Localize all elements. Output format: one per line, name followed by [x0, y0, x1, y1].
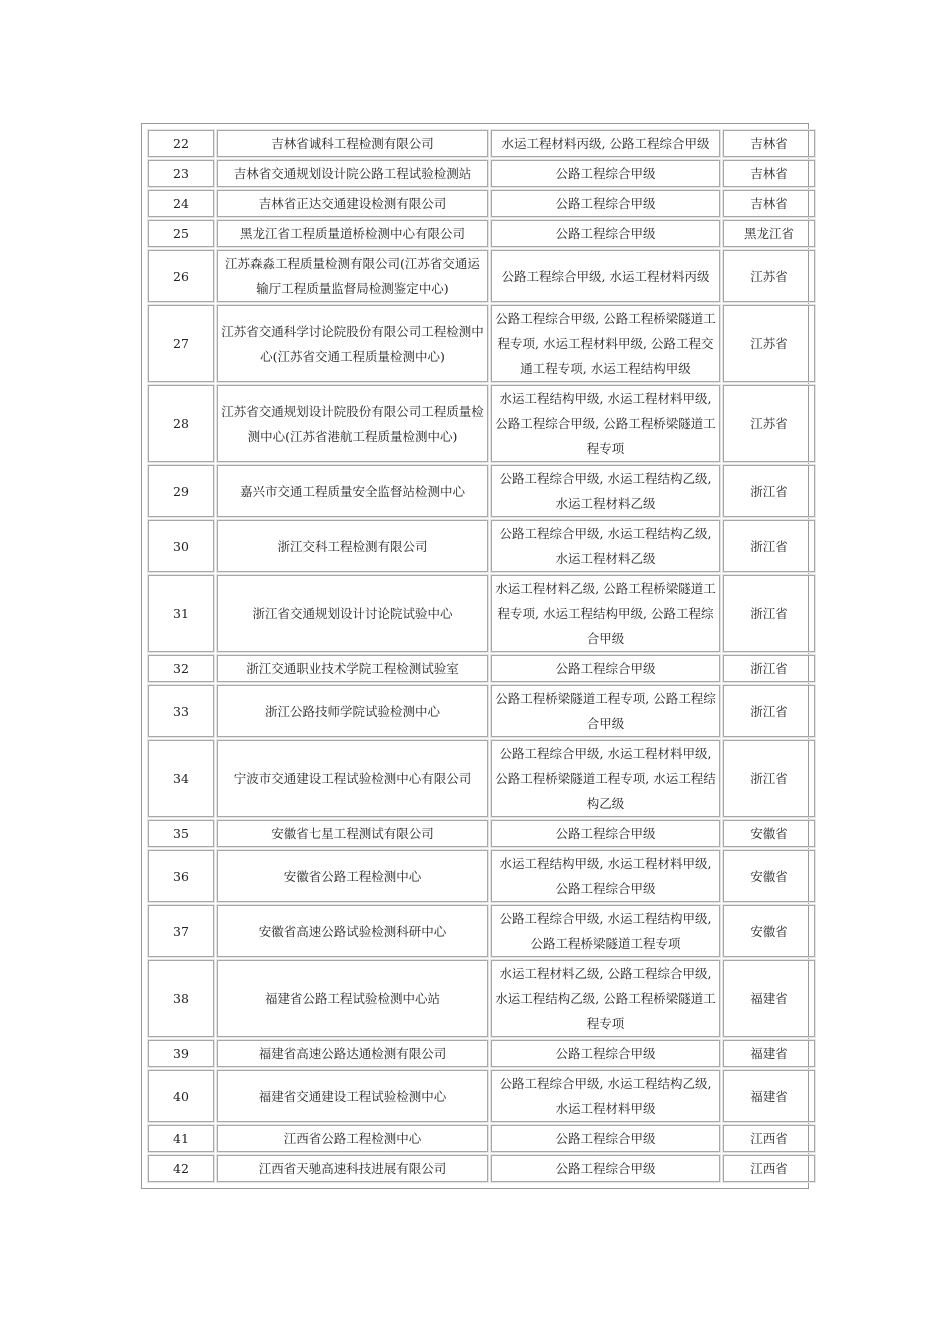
row-number-cell: 28 [148, 385, 214, 462]
institution-name-cell: 浙江交科工程检测有限公司 [217, 520, 488, 572]
table-row [148, 905, 815, 957]
row-number-cell: 34 [148, 740, 214, 817]
institution-name-cell: 浙江公路技师学院试验检测中心 [217, 685, 488, 737]
row-number-cell: 39 [148, 1040, 214, 1067]
row-number-cell: 25 [148, 220, 214, 247]
qualification-cell: 公路工程综合甲级 [491, 1040, 720, 1067]
row-number-cell: 31 [148, 575, 214, 652]
table-row [148, 1070, 815, 1122]
qualification-cell: 公路工程桥梁隧道工程专项, 公路工程综合甲级 [491, 685, 720, 737]
table-row [148, 575, 815, 652]
province-cell: 浙江省 [723, 685, 815, 737]
qualification-cell: 公路工程综合甲级 [491, 655, 720, 682]
province-cell: 浙江省 [723, 655, 815, 682]
institution-name-cell: 江西省天驰高速科技进展有限公司 [217, 1155, 488, 1182]
qualification-cell: 公路工程综合甲级, 公路工程桥梁隧道工程专项, 水运工程材料甲级, 公路工程交通工程专项, 水运工程结构甲级 [491, 305, 720, 382]
qualification-cell: 公路工程综合甲级, 水运工程材料甲级, 公路工程桥梁隧道工程专项, 水运工程结构乙级 [491, 740, 720, 817]
table-row [148, 250, 815, 302]
qualification-cell: 公路工程综合甲级, 水运工程结构乙级, 水运工程材料甲级 [491, 1070, 720, 1122]
row-number-cell: 27 [148, 305, 214, 382]
row-number-cell: 37 [148, 905, 214, 957]
qualification-cell: 公路工程综合甲级, 水运工程结构甲级, 公路工程桥梁隧道工程专项 [491, 905, 720, 957]
row-number-cell: 24 [148, 190, 214, 217]
row-number-cell: 35 [148, 820, 214, 847]
row-number-cell: 22 [148, 130, 214, 157]
table-row [148, 190, 815, 217]
table-row [148, 820, 815, 847]
table-row [148, 130, 815, 157]
table-row [148, 850, 815, 902]
row-number-cell: 23 [148, 160, 214, 187]
institution-name-cell: 福建省公路工程试验检测中心站 [217, 960, 488, 1037]
institution-name-cell: 江苏省交通科学讨论院股份有限公司工程检测中心(江苏省交通工程质量检测中心) [217, 305, 488, 382]
table-row [148, 960, 815, 1037]
province-cell: 江苏省 [723, 305, 815, 382]
row-number-cell: 42 [148, 1155, 214, 1182]
province-cell: 江苏省 [723, 385, 815, 462]
qualification-cell: 水运工程材料乙级, 公路工程桥梁隧道工程专项, 水运工程结构甲级, 公路工程综合甲级 [491, 575, 720, 652]
province-cell: 江苏省 [723, 250, 815, 302]
qualification-cell: 公路工程综合甲级, 水运工程材料丙级 [491, 250, 720, 302]
qualification-cell: 公路工程综合甲级 [491, 220, 720, 247]
qualification-cell: 公路工程综合甲级, 水运工程结构乙级, 水运工程材料乙级 [491, 465, 720, 517]
table-row [148, 385, 815, 462]
qualification-cell: 公路工程综合甲级, 水运工程结构乙级, 水运工程材料乙级 [491, 520, 720, 572]
row-number-cell: 26 [148, 250, 214, 302]
province-cell: 浙江省 [723, 465, 815, 517]
province-cell: 江西省 [723, 1155, 815, 1182]
institution-name-cell: 嘉兴市交通工程质量安全监督站检测中心 [217, 465, 488, 517]
institution-name-cell: 福建省交通建设工程试验检测中心 [217, 1070, 488, 1122]
qualification-cell: 公路工程综合甲级 [491, 1155, 720, 1182]
qualification-cell: 水运工程材料乙级, 公路工程综合甲级, 水运工程结构乙级, 公路工程桥梁隧道工程专项 [491, 960, 720, 1037]
table-row [148, 1125, 815, 1152]
province-cell: 福建省 [723, 1070, 815, 1122]
province-cell: 福建省 [723, 1040, 815, 1067]
row-number-cell: 36 [148, 850, 214, 902]
qualification-cell: 公路工程综合甲级 [491, 820, 720, 847]
institution-name-cell: 吉林省诚科工程检测有限公司 [217, 130, 488, 157]
province-cell: 江西省 [723, 1125, 815, 1152]
institution-name-cell: 浙江省交通规划设计讨论院试验中心 [217, 575, 488, 652]
province-cell: 福建省 [723, 960, 815, 1037]
testing-institutions-table [145, 127, 818, 1185]
row-number-cell: 40 [148, 1070, 214, 1122]
institution-name-cell: 吉林省正达交通建设检测有限公司 [217, 190, 488, 217]
table-row [148, 220, 815, 247]
qualification-cell: 公路工程综合甲级 [491, 190, 720, 217]
province-cell: 黑龙江省 [723, 220, 815, 247]
institution-name-cell: 安徽省七星工程测试有限公司 [217, 820, 488, 847]
row-number-cell: 33 [148, 685, 214, 737]
province-cell: 安徽省 [723, 850, 815, 902]
qualification-cell: 水运工程结构甲级, 水运工程材料甲级, 公路工程综合甲级 [491, 850, 720, 902]
institution-name-cell: 江苏省交通规划设计院股份有限公司工程质量检测中心(江苏省港航工程质量检测中心) [217, 385, 488, 462]
qualification-cell: 水运工程结构甲级, 水运工程材料甲级, 公路工程综合甲级, 公路工程桥梁隧道工程专项 [491, 385, 720, 462]
province-cell: 吉林省 [723, 160, 815, 187]
row-number-cell: 29 [148, 465, 214, 517]
institution-name-cell: 江西省公路工程检测中心 [217, 1125, 488, 1152]
row-number-cell: 38 [148, 960, 214, 1037]
province-cell: 安徽省 [723, 905, 815, 957]
province-cell: 浙江省 [723, 575, 815, 652]
province-cell: 浙江省 [723, 740, 815, 817]
institution-name-cell: 黑龙江省工程质量道桥检测中心有限公司 [217, 220, 488, 247]
table-row [148, 685, 815, 737]
qualification-cell: 公路工程综合甲级 [491, 1125, 720, 1152]
province-cell: 浙江省 [723, 520, 815, 572]
table-row [148, 160, 815, 187]
institution-name-cell: 安徽省公路工程检测中心 [217, 850, 488, 902]
row-number-cell: 32 [148, 655, 214, 682]
institution-name-cell: 宁波市交通建设工程试验检测中心有限公司 [217, 740, 488, 817]
table-body [148, 130, 815, 1182]
registry-table-frame [141, 123, 809, 1189]
institution-name-cell: 吉林省交通规划设计院公路工程试验检测站 [217, 160, 488, 187]
province-cell: 安徽省 [723, 820, 815, 847]
table-row [148, 1155, 815, 1182]
table-row [148, 305, 815, 382]
row-number-cell: 41 [148, 1125, 214, 1152]
institution-name-cell: 浙江交通职业技术学院工程检测试验室 [217, 655, 488, 682]
province-cell: 吉林省 [723, 190, 815, 217]
row-number-cell: 30 [148, 520, 214, 572]
table-row [148, 465, 815, 517]
table-row [148, 655, 815, 682]
table-row [148, 740, 815, 817]
qualification-cell: 水运工程材料丙级, 公路工程综合甲级 [491, 130, 720, 157]
institution-name-cell: 安徽省高速公路试验检测科研中心 [217, 905, 488, 957]
institution-name-cell: 福建省高速公路达通检测有限公司 [217, 1040, 488, 1067]
province-cell: 吉林省 [723, 130, 815, 157]
table-row [148, 520, 815, 572]
institution-name-cell: 江苏森淼工程质量检测有限公司(江苏省交通运输厅工程质量监督局检测鉴定中心) [217, 250, 488, 302]
qualification-cell: 公路工程综合甲级 [491, 160, 720, 187]
table-row [148, 1040, 815, 1067]
